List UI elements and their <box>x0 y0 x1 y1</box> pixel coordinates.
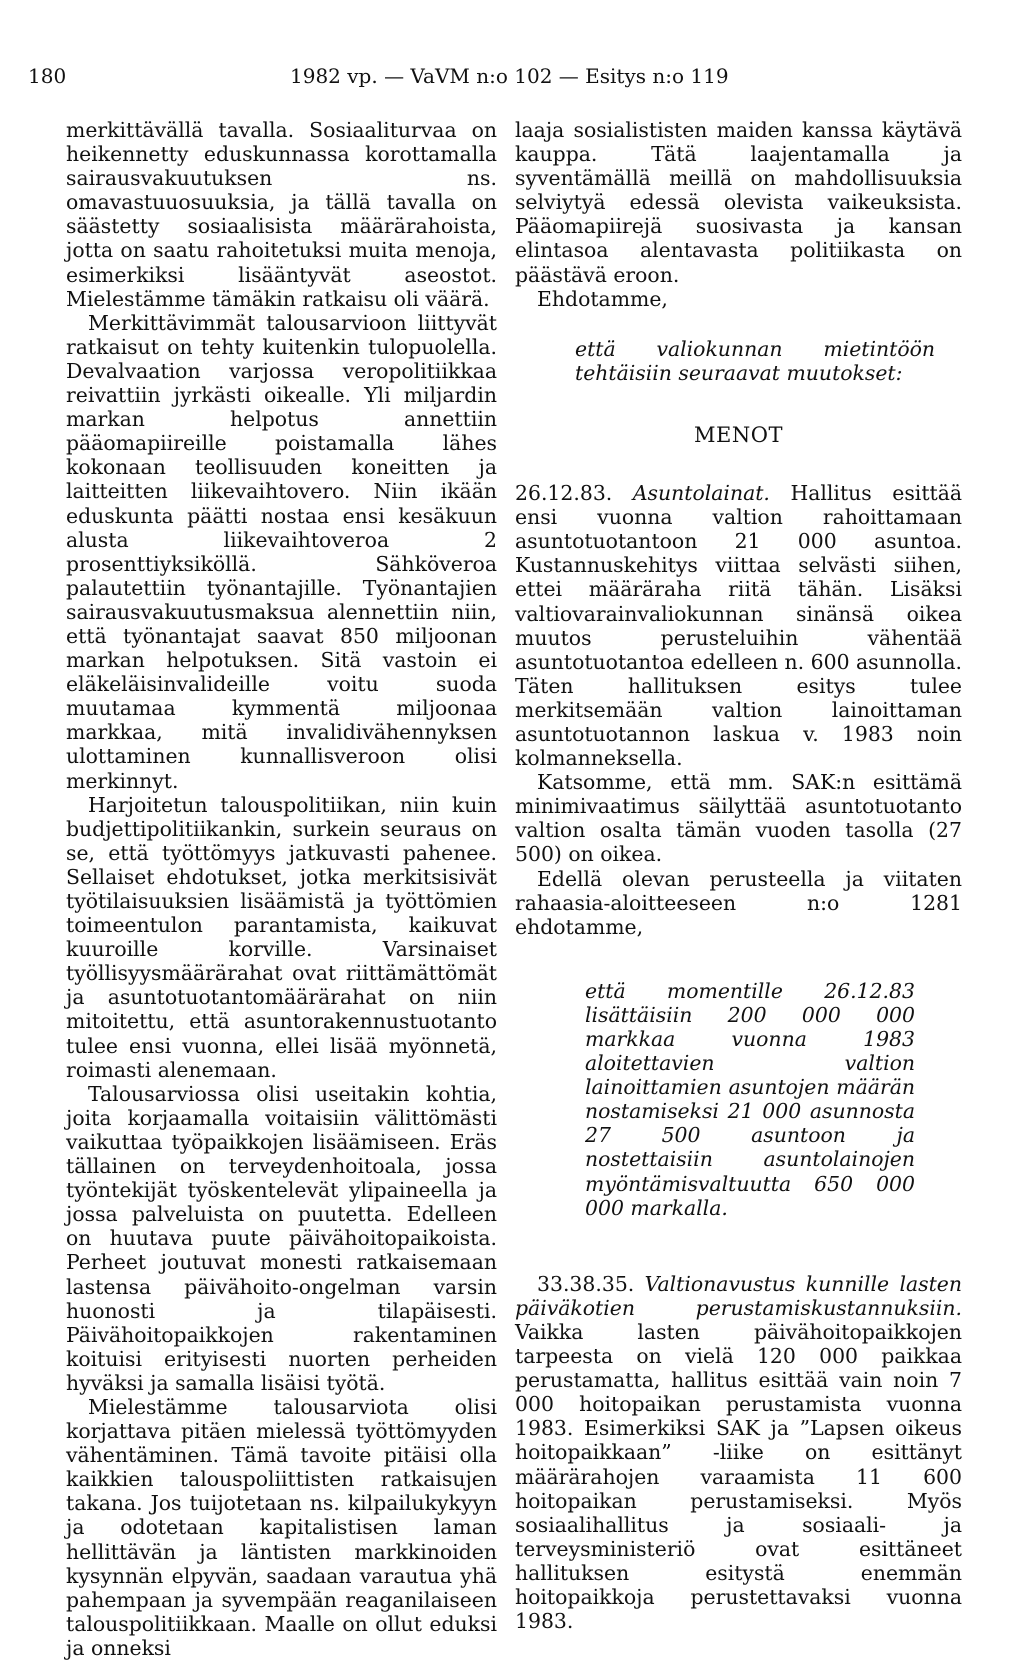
proposal-intro: Ehdotamme, <box>537 286 668 311</box>
item-1-text: Hallitus esittää ensi vuonna valtion rahoittamaan asuntotuotantoon 21 000 asuntoa. Kustannuskehitys viittaa selvästi siihen, ettei määräraha riitä tähän. Lisäksi valtiovarainvaliokunnan sinänsä oikea muutos perusteluihin vähentää asuntotuotantoa edelleen n. 600 asunnolla. Täten hallituksen esitys tulee merkitsemään valtion lainoittaman asuntotuotannon laskua v. 1983 noin kolmanneksella. <box>515 481 963 771</box>
item-1-code: 26.12.83. <box>515 481 613 506</box>
item-2-title: Valtionavustus kunnille lasten päiväkotien perustamiskustannuksiin. <box>515 1271 962 1320</box>
item-2-text: Vaikka lasten päivähoitopaikkojen tarpeesta on vielä 120 000 paikkaa perustamatta, hallitus esittää vain noin 7 000 hoitopaikan perustamista vuonna 1983. Esimerkiksi SAK ja ”Lapsen oikeus hoitopaikkaan” -liike on esittänyt määrärahojen varaamista 11 600 hoitopaikan perustamiseksi. Myös sosiaalihallitus ja sosiaali- ja terveysministeriö ovat esittäneet hallituksen esitystä enemmän hoitopaikkoja perustettavaksi vuonna 1983. <box>515 1319 962 1634</box>
left-paragraph-3: Harjoitetun talouspolitiikan, niin kuin budjettipolitiikankin, surkein seuraus on se, että työttömyys jatkuvasti pahenee. Sellaiset ehdotukset, jotka merkitsisivät työtilaisuuksien lisäämistä ja työttömien toimeentulon parantamista, kaikuvat kuuroille korville. Varsinaiset työllisyysmäärärahat ovat riittämättömät ja asuntotuotantomäärärahat on niin mitoitettu, että asuntorakennustuotanto tulee ensi vuonna, ellei lisää myönnetä, roimasti alenemaan. <box>66 792 497 1082</box>
right-column <box>515 118 962 1633</box>
item-1-title: Asuntolainat. <box>632 481 770 506</box>
left-paragraph-4: Talousarviossa olisi useitakin kohtia, joita korjaamalla voitaisiin välittömästi vaikuttaa työpaikkojen lisäämiseen. Eräs tällainen on terveydenhoitoala, jossa työntekijät työskentelevät ylipaineella ja jossa palveluista on puutetta. Edelleen on huutava puute päivähoitopaikoista. Perheet joutuvat monesti ratkaisemaan lastensa päivähoito-ongelman varsin huonosti ja tilapäisesti. Päivähoitopaikkojen rakentaminen koituisi erityisesti nuorten perheiden hyväksi ja samalla lisäisi työtä. <box>66 1081 497 1395</box>
running-header: 1982 vp. — VaVM n:o 102 — Esitys n:o 119 <box>290 64 729 88</box>
section-heading-menot: MENOT <box>694 422 783 447</box>
motion-text-2: että momentille 26.12.83 lisättäisiin 200 000 000 markkaa vuonna 1983 aloitettavien valtion lainoittamien asuntojen määrän nostamiseksi 21 000 asunnosta 27 500 asuntoon ja nostettaisiin asuntolainojen myöntämisvaltuutta 650 000 000 markalla. <box>585 978 915 1220</box>
motion-text-1: että valiokunnan mietintöön tehtäisiin seuraavat muutokset: <box>575 336 935 385</box>
item-26-12-83 <box>515 481 962 770</box>
left-paragraph-2: Merkittävimmät talousarvioon liittyvät ratkaisut on tehty kuitenkin tulopuolella. Devalvaation varjossa veropolitiikkaa reivattiin jyrkästi oikealle. Yli miljardin markan helpotus annettiin pääomapiireille poistamalla lähes kokonaan teollisuuden koneitten ja laitteitten liikevaihtovero. Niin ikään eduskunta päätti nostaa ensi kesäkuun alusta liikevaihtoveroa 2 prosenttiyksiköllä. Sähköveroa palautettiin työnantajille. Työnantajien sairausvakuutusmaksua alennettiin niin, että työnantajat saavat 850 miljoonan markan helpotuksen. Sitä vastoin ei eläkeläisinvalideille voitu suoda muutamaa kymmentä miljoonaa markkaa, mitä invalidivähennyksen ulottaminen kunnallisveroon olisi merkinnyt. <box>66 310 497 793</box>
paragraph-edella: Edellä olevan perusteella ja viitaten rahaasia-aloitteeseen n:o 1281 ehdotamme, <box>515 866 962 939</box>
item-33-38-35 <box>515 1272 962 1633</box>
right-paragraph-1: laaja sosialististen maiden kanssa käytävä kauppa. Tätä laajentamalla ja syventämällä meillä on mahdollisuuksia selviytyä edessä olevista vaikeuksista. Pääomapiirejä suosivasta ja kansan elintasoa alentavasta politiikasta on päästävä eroon. <box>515 118 962 287</box>
page-number: 180 <box>28 64 67 88</box>
item-2-code: 33.38.35. <box>537 1271 635 1296</box>
left-column <box>66 118 497 1660</box>
left-paragraph-5: Mielestämme talousarviota olisi korjattava pitäen mielessä työttömyyden vähentäminen. Tämä tavoite pitäisi olla kaikkien talouspoliittisten ratkaisujen takana. Jos tuijotetaan ns. kilpailukykyyn ja odotetaan kapitalistisen laman hellittävän ja läntisten markkinoiden kysynnän elpyvän, saadaan varautua yhä pahempaan ja syvempään reaganilaiseen talouspolitiikkaan. Maalle on ollut eduksi ja onneksi <box>66 1394 497 1660</box>
left-paragraph-1: merkittävällä tavalla. Sosiaaliturvaa on heikennetty eduskunnassa korottamalla sairausvakuutuksen ns. omavastuuosuuksia, ja tällä tavalla on säästetty sosiaalisista määrärahoista, jotta on saatu rahoitetuksi muita menoja, esimerkiksi lisääntyvät aseostot. Mielestämme tämäkin ratkaisu oli väärä. <box>66 118 497 311</box>
paragraph-katsomme: Katsomme, että mm. SAK:n esittämä minimivaatimus säilyttää asuntotuotanto valtion osalta tämän vuoden tasolla (27 500) on oikea. <box>515 770 962 867</box>
